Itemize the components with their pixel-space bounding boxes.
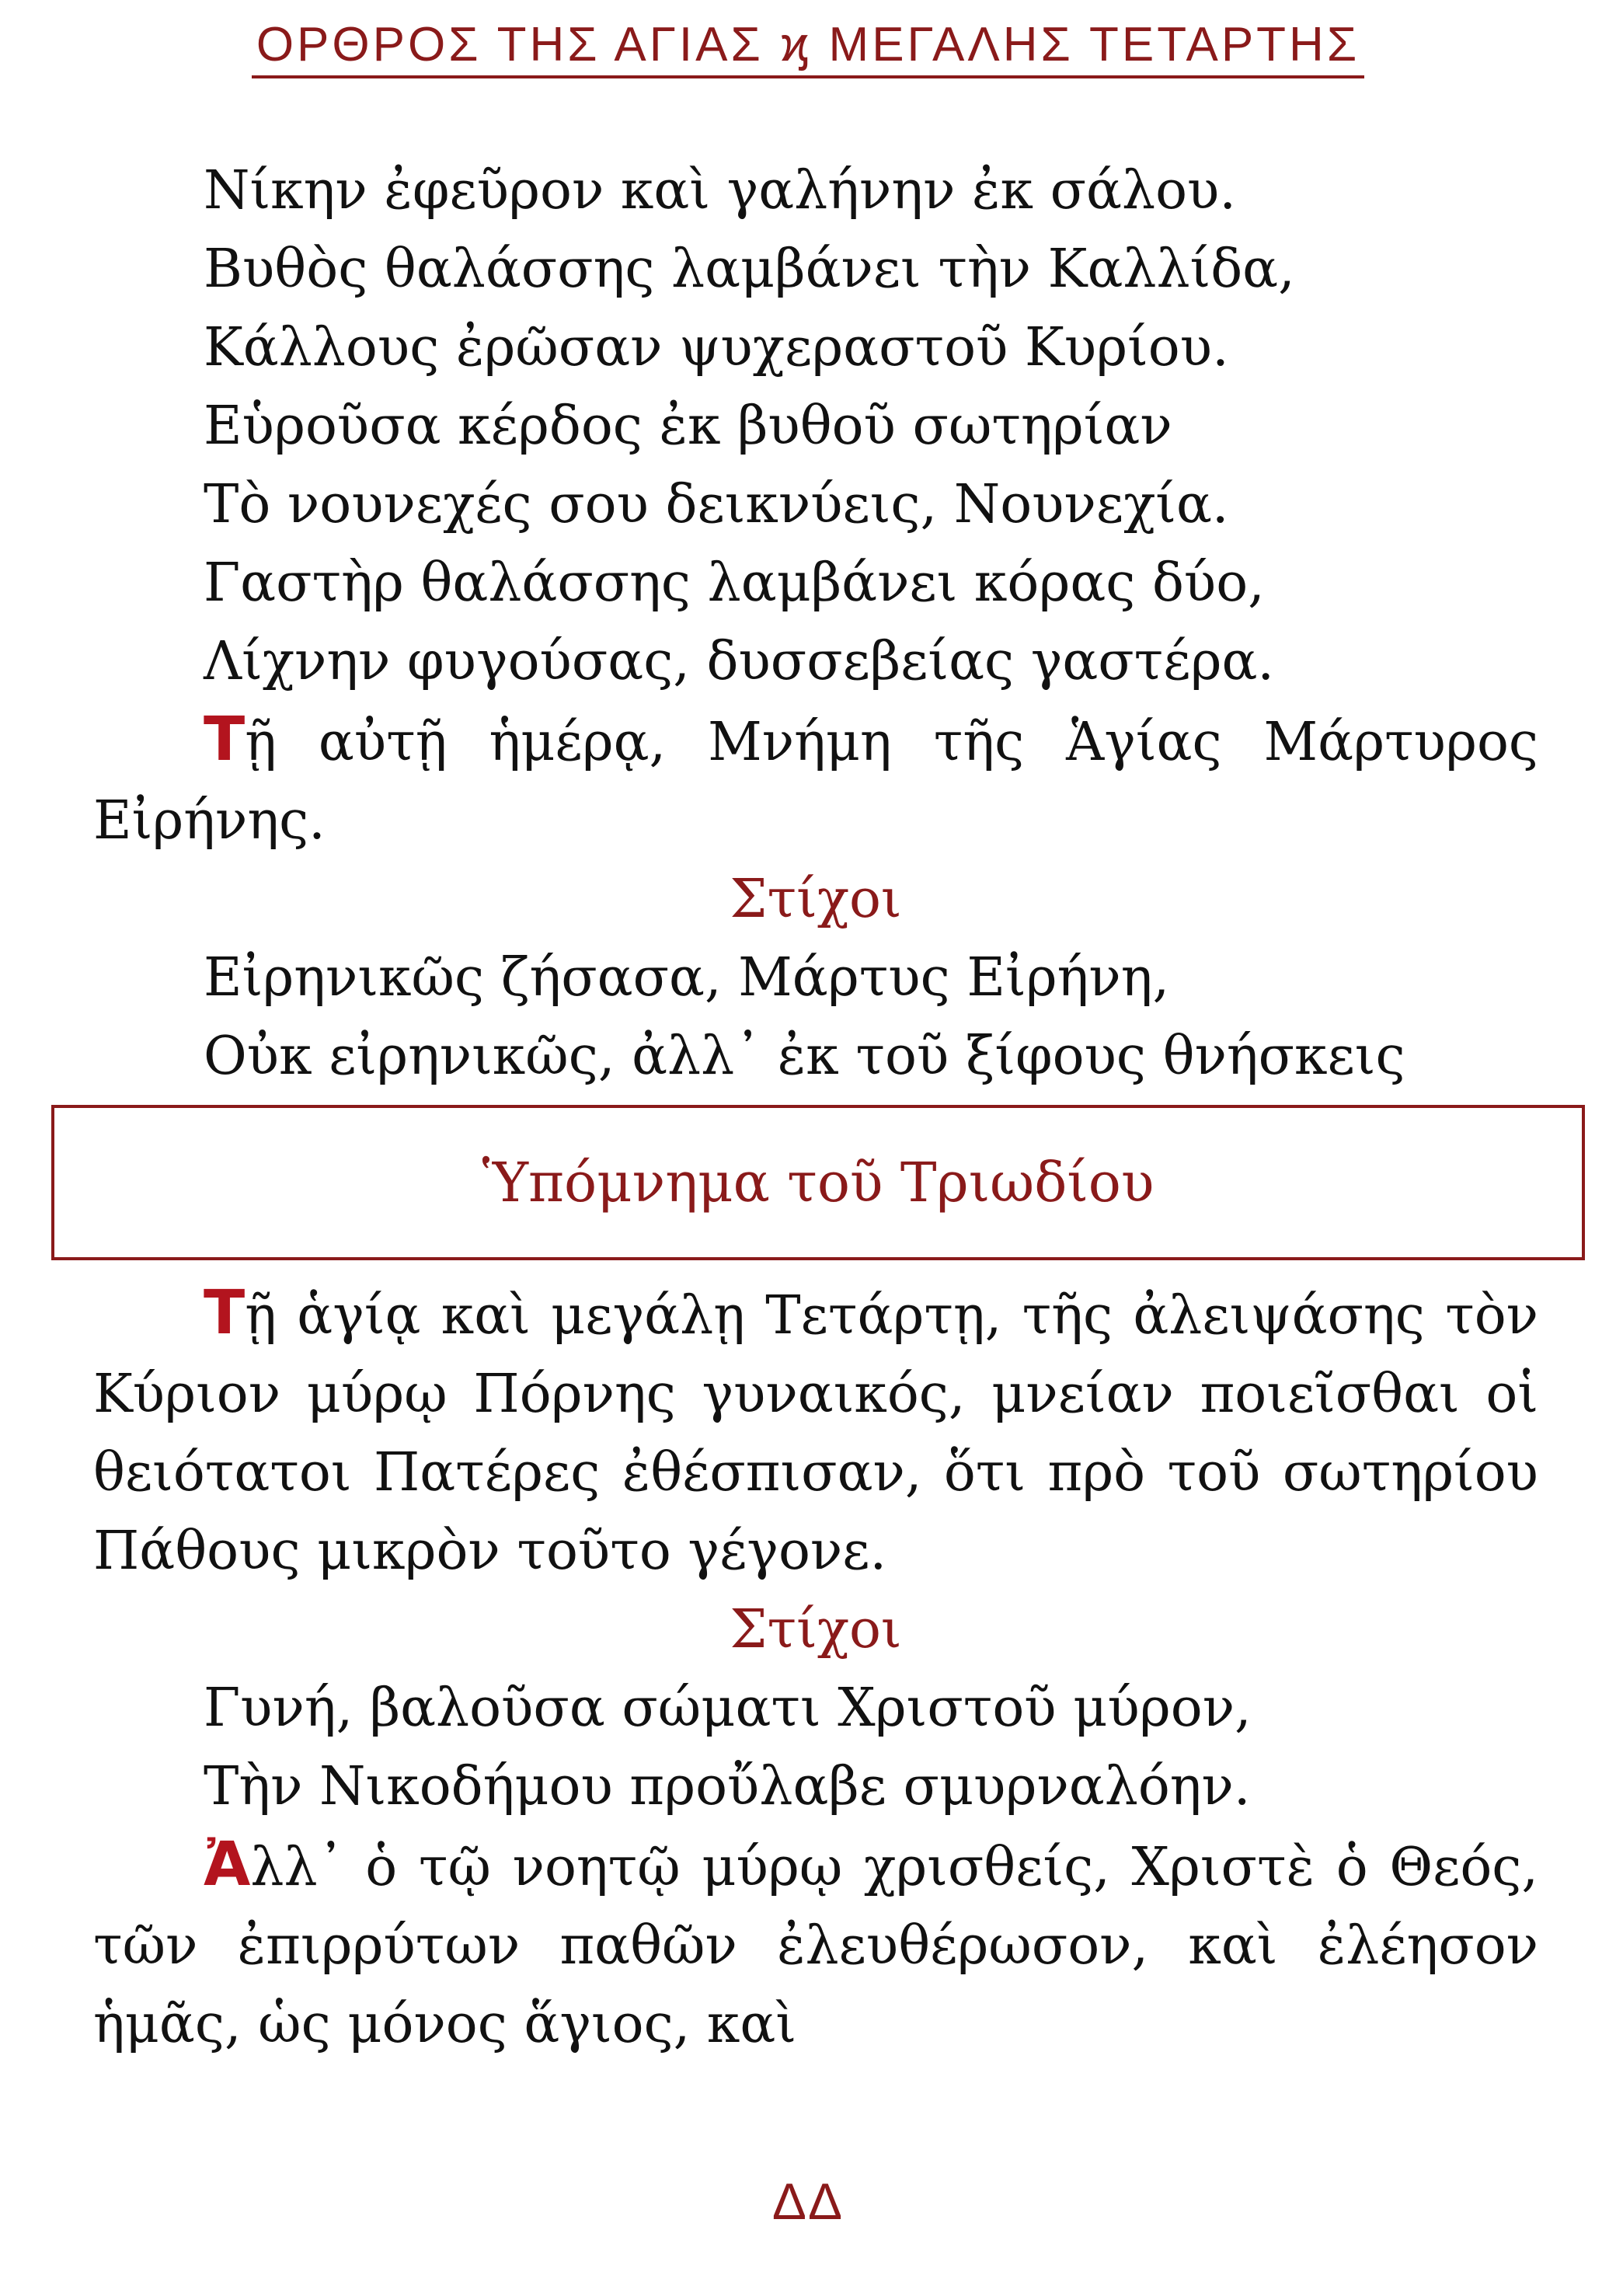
drop-initial: Τ [204,1278,246,1348]
verse-line: Νίκην ἐφεῦρον καὶ γαλήνην ἐκ σάλου. [204,160,1236,221]
verse-line: Τὴν Νικοδήμου προὔλαβε σμυρναλόην. [204,1756,1251,1817]
section-title: Ὑπόμνημα τοῦ Τριωδίου [482,1150,1155,1214]
paragraph-text: λλ᾽ ὁ τῷ νοητῷ μύρῳ χρισθείς, Χριστὲ ὁ Θεός, τῶν ἐπιρρύτων παθῶν ἐλευθέρωσον, καὶ ἐλέησον ἡμᾶς, ὡς μόνος ἅγιος, καὶ [93,1837,1538,2055]
synaxarion-paragraph [93,701,1538,860]
verse-line: Βυθὸς θαλάσσης λαμβάνει τὴν Καλλίδα, [204,239,1295,300]
section-title-box [51,1105,1585,1260]
paragraph-text: ῇ αὐτῇ ἡμέρᾳ, Μνήμη τῆς Ἁγίας Μάρτυρος Εἰρήνης. [93,712,1538,852]
page-header [0,17,1616,78]
paragraph-text: ῇ ἁγίᾳ καὶ μεγάλῃ Τετάρτῃ, τῆς ἀλειψάσης τὸν Κύριον μύρῳ Πόρνης γυναικός, μνείαν ποιεῖσθαι οἱ θειότατοι Πατέρες ἐθέσπισαν, ὅτι πρὸ τοῦ σωτηρίου Πάθους μικρὸν τοῦτο γέγονε. [93,1285,1538,1582]
header-title: ΟΡΘΡΟΣ ΤΗΣ ΑΓΙΑΣ ϗ ΜΕΓΑΛΗΣ ΤΕΤΑΡΤΗΣ [252,17,1364,78]
stichoi-heading: Στίχοι [730,1599,902,1660]
drop-initial: Τ [204,705,246,775]
verse-line: Εὑροῦσα κέρδος ἐκ βυθοῦ σωτηρίαν [204,395,1172,457]
verse-line: Εἰρηνικῶς ζήσασα, Μάρτυς Εἰρήνη, [204,947,1170,1009]
verse-line: Τὸ νουνεχές σου δεικνύεις, Νουνεχία. [204,474,1229,535]
drop-initial: Ἀ [204,1830,251,1900]
synaxarion-paragraph [93,1274,1538,1590]
verse-line: Οὐκ εἰρηνικῶς, ἀλλ᾽ ἐκ τοῦ ξίφους θνήσκεις [204,1026,1405,1087]
prayer-paragraph [93,1826,1538,2064]
page-number: ΔΔ [771,2172,845,2230]
stichoi-heading: Στίχοι [730,869,902,930]
verse-line: Γυνή, βαλοῦσα σώματι Χριστοῦ μύρον, [204,1678,1252,1739]
verse-line: Λίχνην φυγούσας, δυσσεβείας γαστέρα. [204,631,1275,692]
verse-line: Κάλλους ἐρῶσαν ψυχεραστοῦ Κυρίου. [204,317,1229,378]
text-body [93,152,1538,2064]
verse-line: Γαστὴρ θαλάσσης λαμβάνει κόρας δύο, [204,552,1265,614]
